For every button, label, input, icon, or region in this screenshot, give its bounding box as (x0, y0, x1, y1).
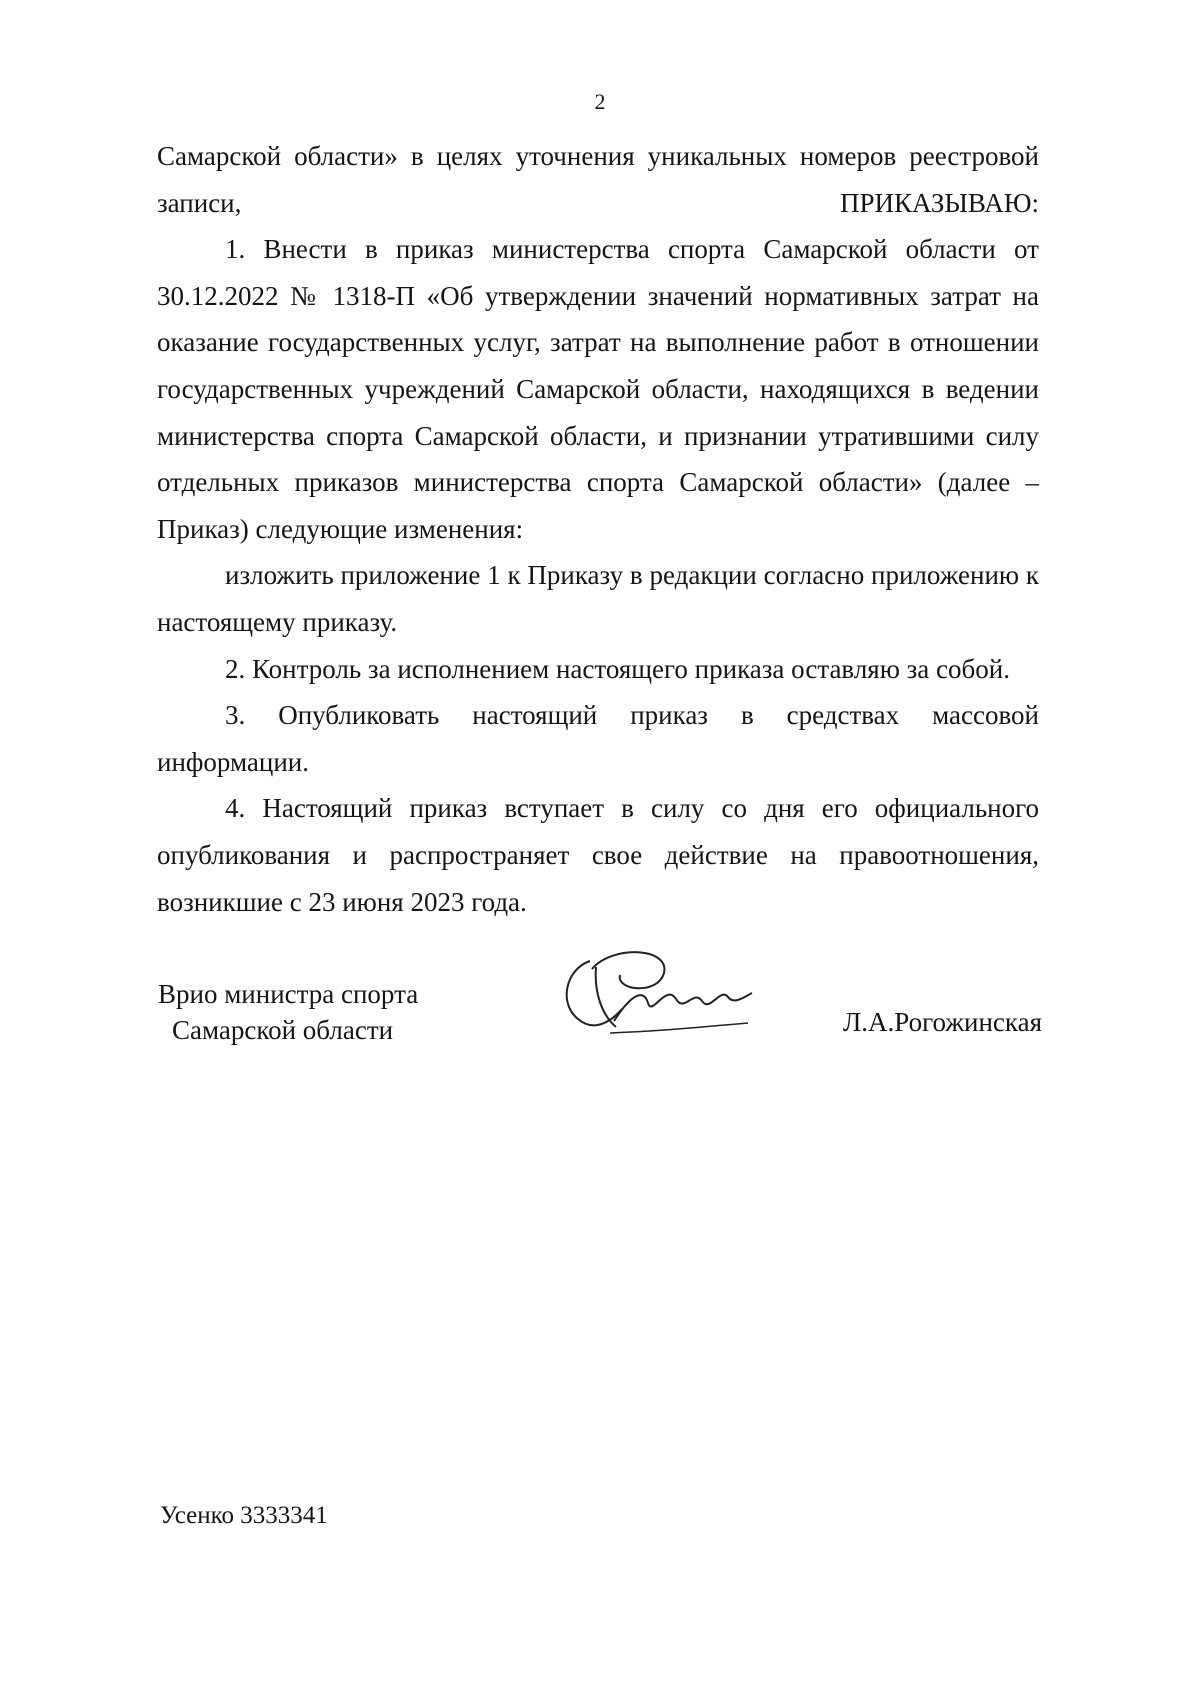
paragraph-item-4: 4. Настоящий приказ вступает в силу со дня его официального опубликования и распространяет свое действие на правоотношения, возникшие с 23 июня 2023 года. (157, 793, 1039, 917)
page-number: 2 (594, 89, 606, 114)
signatory-name: Л.А.Рогожинская (842, 1007, 1042, 1037)
paragraph-item-3: 3. Опубликовать настоящий приказ в средствах массовой информации. (157, 700, 1039, 777)
handwritten-signature (552, 943, 772, 1043)
executor-contact: Усенко 3333341 (160, 1502, 328, 1529)
paragraph-amendment: изложить приложение 1 к Приказу в редакции согласно приложению к настоящему приказу. (157, 560, 1039, 637)
order-body (157, 133, 1039, 925)
signatory-position-line2: Самарской области (172, 1015, 394, 1045)
paragraph-preamble: Самарской области» в целях уточнения уникальных номеров реестровой записи, ПРИКАЗЫВАЮ: (157, 141, 1039, 218)
paragraph-item-1: 1. Внести в приказ министерства спорта Самарской области от 30.12.2022 № 1318-П «Об утверждении значений нормативных затрат на оказание государственных услуг, затрат на выполнение работ в отношении государственных учреждений Самарской области, находящихся в ведении министерства спорта Самарской области, и признании утратившими силу отдельных приказов министерства спорта Самарской области» (далее – Приказ) следующие изменения: (157, 234, 1039, 544)
signatory-position (158, 976, 418, 1048)
signatory-position-line1: Врио министра спорта (158, 979, 419, 1009)
paragraph-item-2: 2. Контроль за исполнением настоящего приказа оставляю за собой. (225, 653, 1010, 684)
